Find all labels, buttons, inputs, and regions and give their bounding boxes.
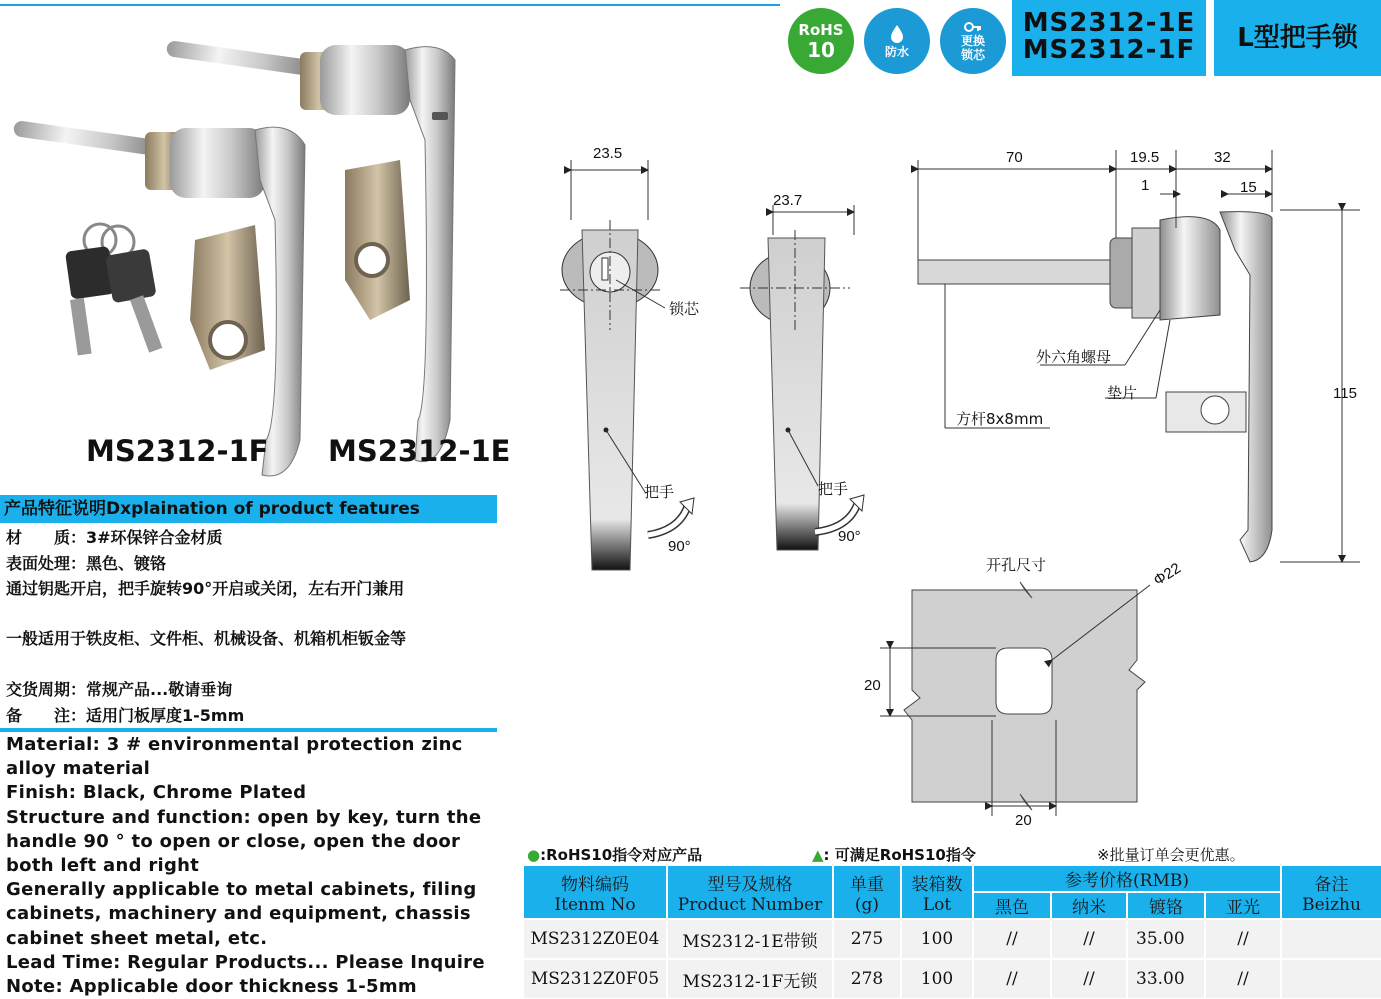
cell-item: MS2312Z0E04: [524, 919, 667, 959]
th-weight: [833, 866, 901, 919]
feature-label: 表面处理：: [6, 554, 87, 573]
rohs-badge: [788, 8, 854, 74]
dim-gap-1: 1: [1141, 177, 1150, 194]
feature-value: 常规产品...敬请垂询: [86, 680, 233, 699]
cell-model: MS2312-1E带锁: [667, 919, 833, 959]
th-item-cn: 物料编码: [561, 874, 629, 895]
photo-label-1f: MS2312-1F: [86, 434, 269, 468]
cell-nano: //: [1051, 959, 1127, 998]
th-price: 参考价格(RMB): [973, 866, 1281, 892]
en-line: cabinets, machinery and equipment, chassis: [6, 903, 471, 925]
legend-triangle: [812, 844, 976, 865]
table-header-row-1: [524, 866, 1381, 892]
legend-rohs-text: :RoHS10指令对应产品: [540, 846, 703, 864]
label-square-shaft: 方杆8x8mm: [956, 410, 1044, 428]
cell-lot: 100: [901, 959, 973, 998]
dim-cutout-h: 20: [864, 677, 881, 694]
th-nano: 纳米: [1051, 892, 1127, 919]
label-washer: 垫片: [1107, 384, 1138, 402]
feature-usage: [6, 627, 494, 651]
cell-black: //: [973, 959, 1051, 998]
feature-label: 备 注：: [6, 706, 87, 725]
th-item: [524, 866, 667, 919]
th-lot-cn: 装箱数: [911, 874, 963, 895]
th-model-cn: 型号及规格: [707, 874, 793, 895]
label-handle-2: 把手: [818, 480, 849, 498]
en-line: Generally applicable to metal cabinets, filing: [6, 879, 477, 901]
side-view: [918, 150, 1360, 562]
th-lot: [901, 866, 973, 919]
label-rotation-2: 90°: [838, 528, 861, 545]
cell-weight: 278: [833, 959, 901, 998]
en-line: handle 90 ° to open or close, open the door: [6, 830, 461, 852]
label-lock-core: 锁芯: [669, 300, 700, 318]
table-row: [524, 959, 1381, 998]
triangle-icon: ▲: [812, 846, 824, 864]
dim-height-115: 115: [1333, 385, 1357, 402]
product-type: L型把手锁: [1214, 0, 1381, 76]
en-line: Lead Time: Regular Products... Please Inquire: [6, 951, 485, 973]
cutout-view: [880, 582, 1150, 816]
feature-label: 材 质：: [6, 528, 87, 547]
model-1e: MS2312-1E: [1022, 8, 1196, 38]
th-weight-cn: 单重: [850, 874, 884, 895]
feature-structure: [6, 577, 494, 601]
feature-value: 黑色、镀铬: [86, 554, 167, 573]
rohs-dot-icon: ●: [527, 846, 541, 864]
rohs-badge-text: RoHS: [798, 20, 844, 39]
th-remark-en: Beizhu: [1302, 894, 1361, 915]
label-hex-nut: 外六角螺母: [1036, 348, 1112, 366]
lock-1f-image: [13, 120, 305, 476]
en-line: alloy material: [6, 758, 151, 780]
label-rotation-1: 90°: [668, 538, 691, 555]
th-matte: 亚光: [1205, 892, 1281, 919]
cell-matte: //: [1205, 959, 1281, 998]
dim-cutout-dia: Φ22: [1150, 559, 1184, 590]
cell-weight: 275: [833, 919, 901, 959]
th-weight-en: (g): [854, 894, 880, 915]
en-line: both left and right: [6, 855, 200, 877]
th-remark: [1281, 866, 1381, 919]
model-box: [1012, 0, 1206, 76]
cell-chrome: 35.00: [1127, 919, 1205, 959]
feature-value: 适用门板厚度1-5mm: [86, 706, 245, 725]
legend-note: ※批量订单会更优惠。: [1097, 846, 1245, 864]
th-black: 黑色: [973, 892, 1051, 919]
features-title: 产品特征说明Dxplaination of product features: [4, 499, 420, 519]
cell-chrome: 33.00: [1127, 959, 1205, 998]
en-line: Finish: Black, Chrome Plated: [6, 782, 307, 804]
dim-tip-15: 15: [1240, 179, 1257, 196]
features-divider: [0, 728, 497, 732]
dim-front2-width: 23.7: [773, 192, 803, 209]
cell-item: MS2312Z0F05: [524, 959, 667, 998]
en-line: Structure and function: open by key, turn the: [6, 806, 482, 828]
label-handle-1: 把手: [644, 483, 675, 501]
cell-remark: [1281, 959, 1381, 998]
replace-core-line2: 锁芯: [960, 48, 985, 62]
label-cutout-title: 开孔尺寸: [986, 556, 1047, 574]
cell-matte: //: [1205, 919, 1281, 959]
front-view-with-lock: [560, 160, 694, 570]
photo-label-1e: MS2312-1E: [328, 434, 511, 468]
cell-nano: //: [1051, 919, 1127, 959]
rohs-badge-number: 10: [807, 37, 835, 62]
waterproof-label: 防水: [884, 45, 909, 59]
th-item-en: Itenm No: [554, 894, 636, 915]
th-model: [667, 866, 833, 919]
replace-core-line1: 更换: [960, 34, 985, 48]
en-line: Material: 3 # environmental protection zinc: [6, 734, 463, 755]
dim-handle-32: 32: [1214, 149, 1231, 166]
cell-black: //: [973, 919, 1051, 959]
feature-value: 一般适用于铁皮柜、文件柜、机械设备、机箱机柜钣金等: [6, 629, 407, 648]
features-english: [6, 733, 496, 999]
feature-material: [6, 526, 494, 550]
dim-cutout-w: 20: [1015, 812, 1032, 829]
waterproof-badge: [864, 8, 930, 74]
th-model-en: Product Number: [677, 894, 823, 915]
th-chrome: 镀铬: [1127, 892, 1205, 919]
feature-note: [6, 704, 494, 728]
replace-core-badge: [940, 8, 1006, 74]
feature-leadtime: [6, 678, 494, 702]
header-rule: [0, 4, 780, 6]
feature-label: 交货周期：: [6, 680, 87, 699]
en-line: Note: Applicable door thickness 1-5mm: [6, 976, 417, 998]
price-table: [524, 866, 1381, 998]
legend-rohs: [527, 844, 702, 865]
dim-body-19-5: 19.5: [1130, 149, 1160, 166]
product-photo: [0, 20, 500, 490]
th-lot-en: Lot: [922, 894, 952, 915]
keys-image: [65, 224, 162, 355]
feature-value: 3#环保锌合金材质: [86, 528, 223, 547]
feature-value: 通过钥匙开启，把手旋转90°开启或关闭，左右开门兼用: [6, 579, 405, 598]
dim-shaft-70: 70: [1006, 149, 1023, 166]
cell-lot: 100: [901, 919, 973, 959]
th-remark-cn: 备注: [1314, 874, 1349, 895]
key-icon: [964, 20, 982, 34]
cell-remark: [1281, 919, 1381, 959]
dim-front1-width: 23.5: [593, 145, 623, 162]
cell-model: MS2312-1F无锁: [667, 959, 833, 998]
water-drop-icon: [886, 23, 908, 45]
en-line: cabinet sheet metal, etc.: [6, 927, 268, 949]
legend-tri-text: : 可满足RoHS10指令: [823, 846, 976, 864]
feature-finish: [6, 552, 494, 576]
table-row: [524, 919, 1381, 959]
model-1f: MS2312-1F: [1022, 35, 1196, 65]
